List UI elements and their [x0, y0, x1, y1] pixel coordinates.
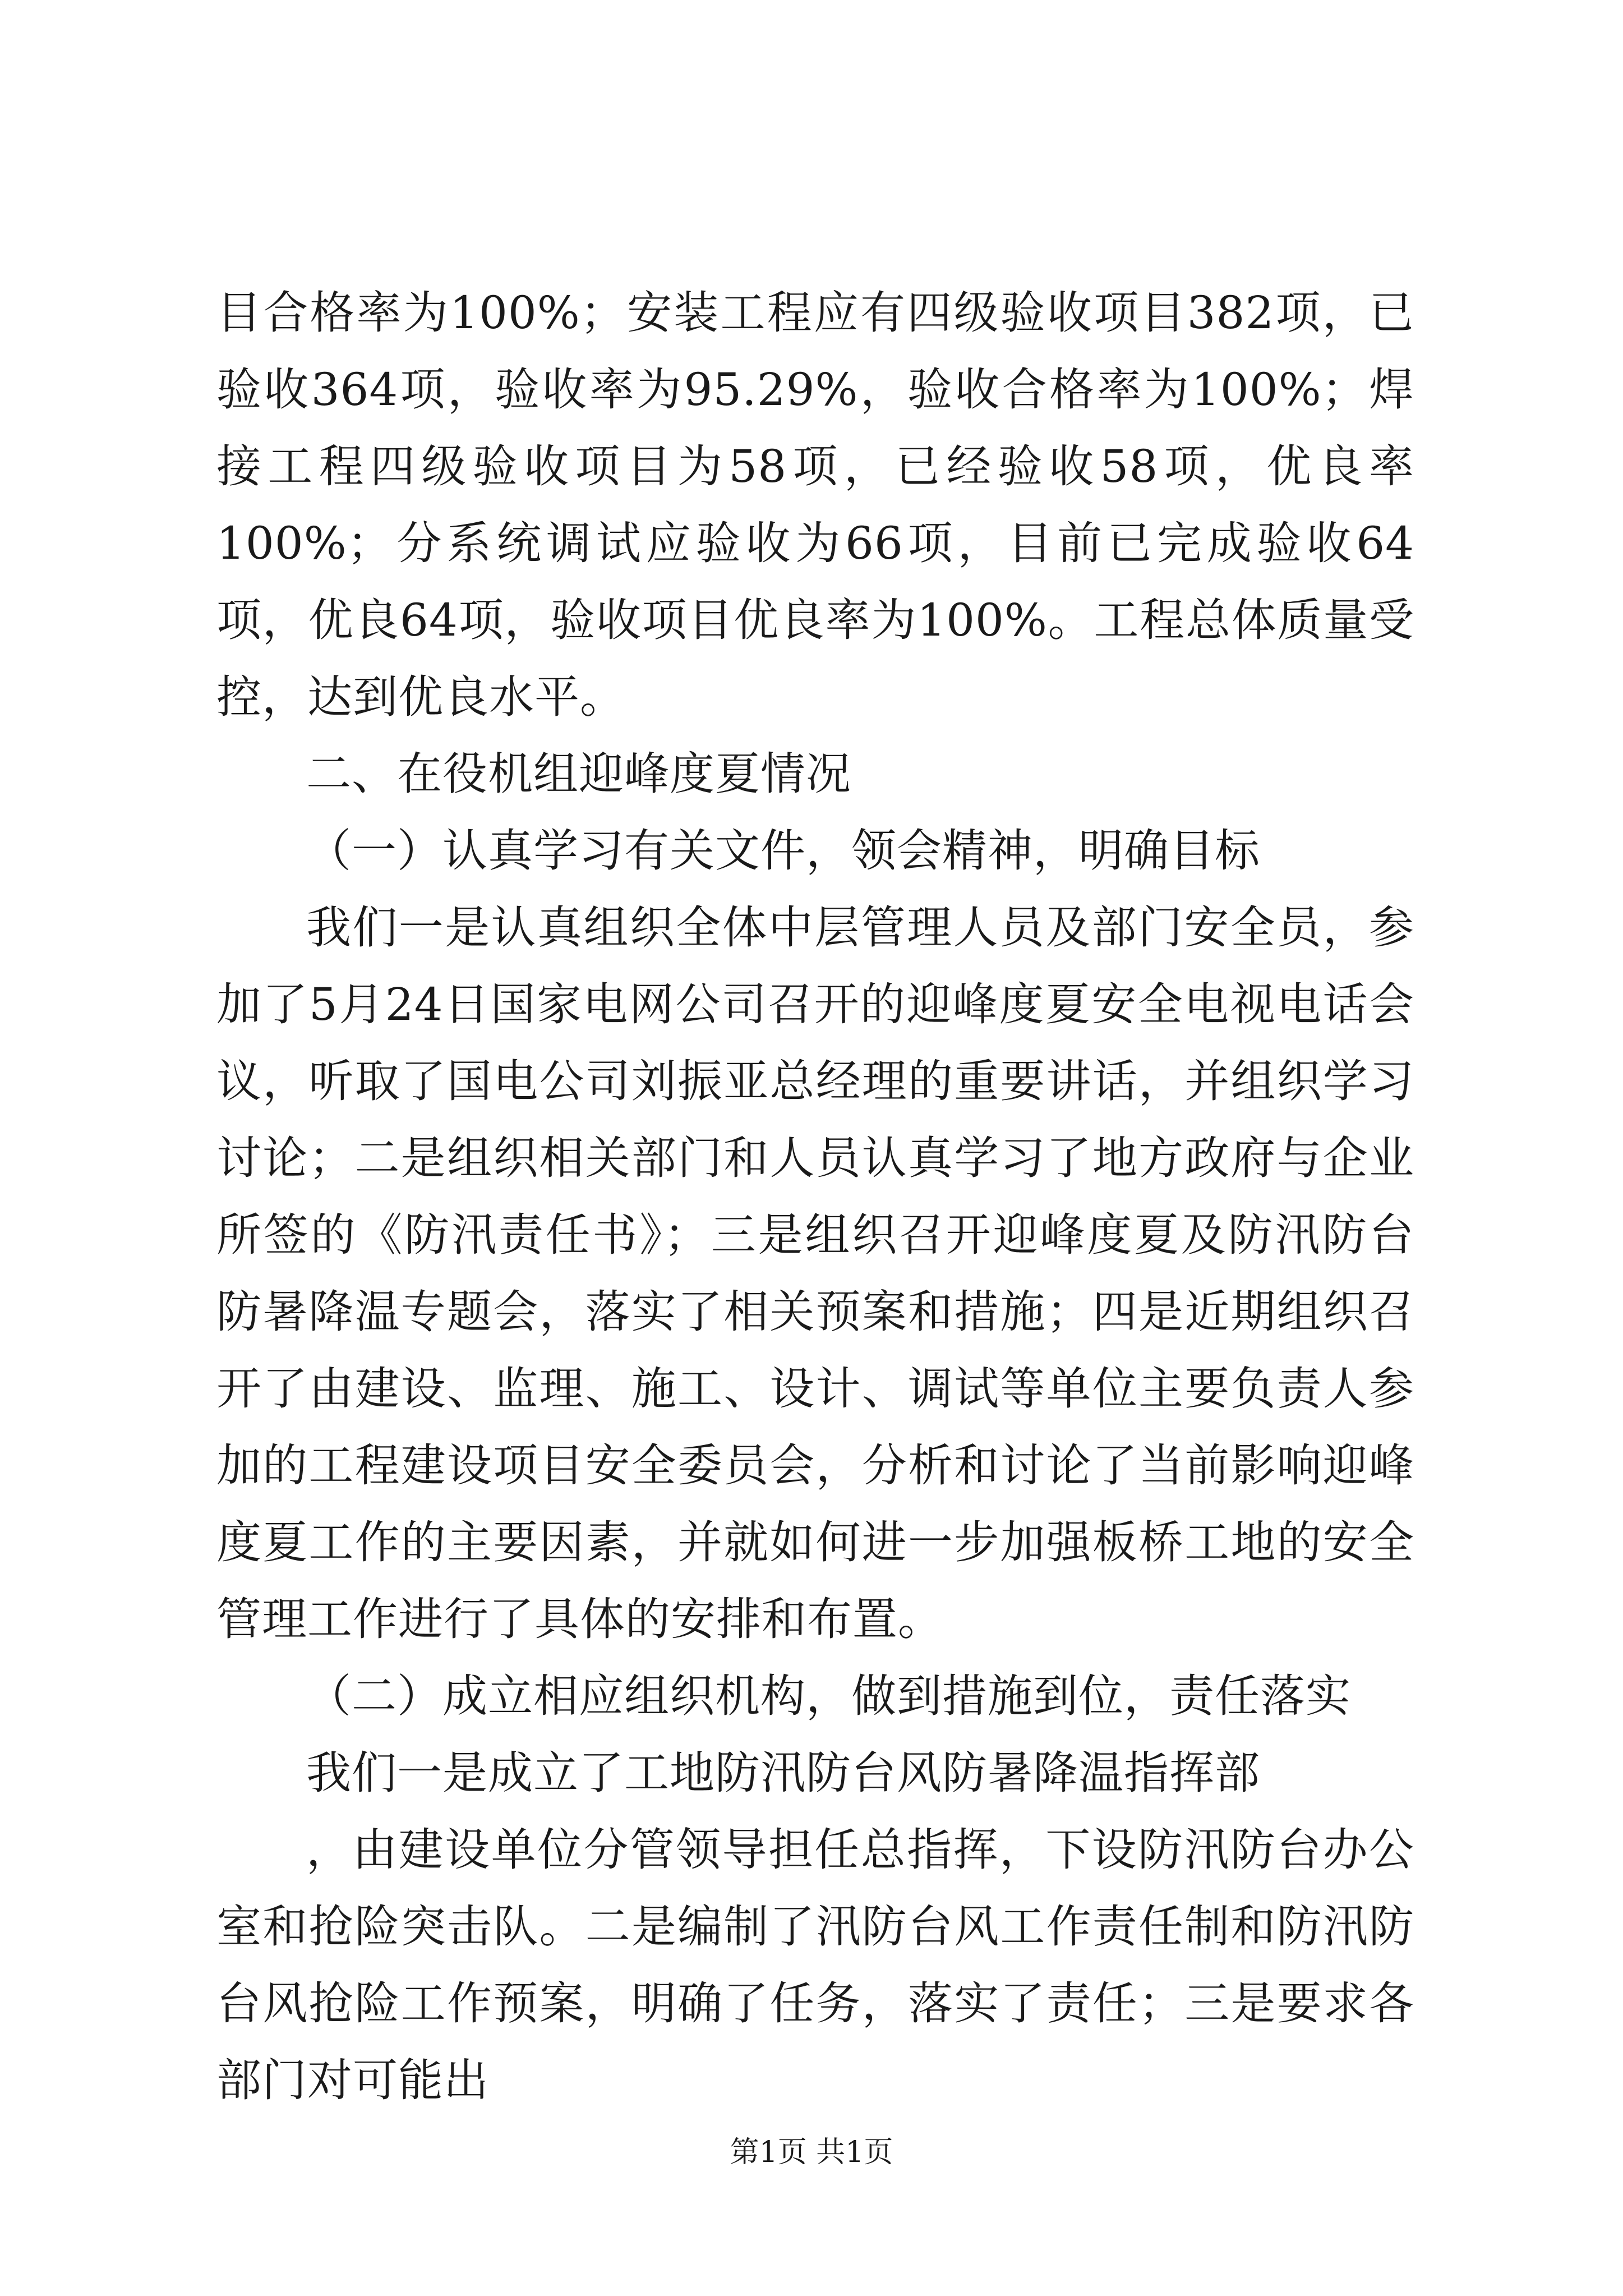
- document-body: [216, 274, 1414, 2119]
- paragraph-4: ，由建设单位分管领导担任总指挥，下设防汛防台办公室和抢险突击队。二是编制了汛防台风工作责任制和防汛防台风抢险工作预案，明确了任务，落实了责任；三是要求各部门对可能出: [216, 1824, 1414, 2106]
- subsection-heading-2: （二）成立相应组织机构，做到措施到位，责任落实: [306, 1670, 1351, 1722]
- section-heading-2: 二、在役机组迎峰度夏情况: [306, 748, 851, 800]
- paragraph-1: 目合格率为100%；安装工程应有四级验收项目382项，已验收364项，验收率为95.29%，验收合格率为100%；焊接工程四级验收项目为58项，已经验收58项，优良率100%；分系统调试应验收为66项，目前已完成验收64项，优良64项，验收项目优良率为100%。工程总体质量受控，达到优良水平。: [216, 287, 1414, 723]
- paragraph-2: 我们一是认真组织全体中层管理人员及部门安全员，参加了5月24日国家电网公司召开的迎峰度夏安全电视电话会议，听取了国电公司刘振亚总经理的重要讲话，并组织学习讨论；二是组织相关部门和人员认真学习了地方政府与企业所签的《防汛责任书》；三是组织召开迎峰度夏及防汛防台防暑降温专题会，落实了相关预案和措施；四是近期组织召开了由建设、监理、施工、设计、调试等单位主要负责人参加的工程建设项目安全委员会，分析和讨论了当前影响迎峰度夏工作的主要因素，并就如何进一步加强板桥工地的安全管理工作进行了具体的安排和布置。: [216, 901, 1414, 1645]
- paragraph-3: 我们一是成立了工地防汛防台风防暑降温指挥部: [306, 1747, 1260, 1799]
- page-footer: 第1页 共1页: [730, 2136, 893, 2169]
- subsection-heading-1: （一）认真学习有关文件，领会精神，明确目标: [306, 825, 1260, 877]
